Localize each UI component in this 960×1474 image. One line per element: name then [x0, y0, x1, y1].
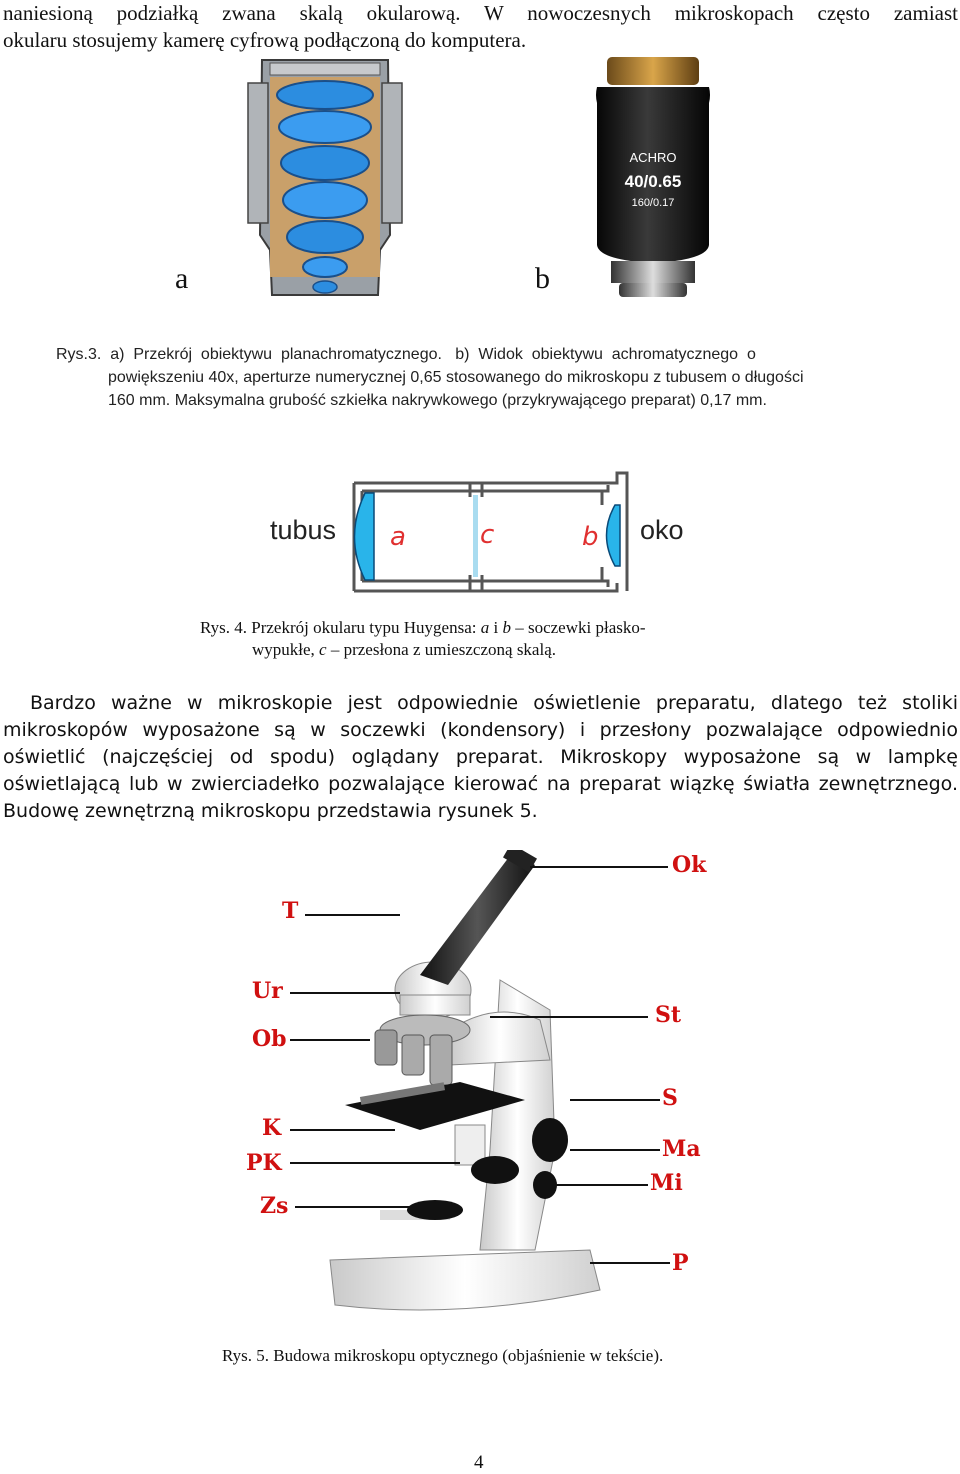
microscope-image: [250, 850, 720, 1330]
eyepiece-label-c: c: [480, 520, 495, 550]
figure4-caption: [200, 617, 760, 661]
microscope-label-p: P: [672, 1250, 689, 1276]
eyepiece-label-b: b: [582, 522, 599, 552]
microscope-label-st: St: [655, 1002, 682, 1028]
figure4-caption-text: – soczewki płasko-: [510, 618, 646, 637]
body-paragraph: [3, 690, 958, 825]
figure4-caption-line-2: [200, 639, 760, 661]
figure3-caption-line-1: Rys.3. a) Przekrój obiektywu planachromatycznego. b) Widok obiektywu achromatycznego o: [56, 346, 756, 363]
objective-text-achro: ACHRO: [629, 150, 677, 165]
microscope-label-pk: PK: [246, 1150, 282, 1176]
figure3-caption-line-2: powiększeniu 40x, aperturze numerycznej 0,65 stosowanego do mikroskopu z tubusem o długości: [108, 369, 804, 386]
objective-text-tube: 160/0.17: [631, 197, 675, 209]
figure4-caption-text: wypukłe,: [252, 640, 320, 659]
microscope-label-zs: Zs: [260, 1193, 289, 1219]
microscope-label-ma: Ma: [662, 1136, 701, 1162]
intro-text: [3, 0, 958, 54]
microscope-label-t: T: [282, 898, 299, 924]
microscope-label-mi: Mi: [650, 1170, 683, 1196]
microscope-label-ob: Ob: [252, 1026, 287, 1052]
eyepiece-label-tubus: tubus: [270, 515, 337, 545]
objective-text-magnification: 40/0.65: [624, 172, 682, 191]
figure4-caption-text: i: [489, 618, 503, 637]
microscope-label-ok: Ok: [672, 852, 707, 878]
microscope-label-k: K: [262, 1115, 282, 1141]
page-number: 4: [474, 1452, 484, 1473]
microscope-label-ur: Ur: [252, 978, 283, 1004]
intro-line-2: okularu stosujemy kamerę cyfrową podłączoną do komputera.: [3, 28, 527, 52]
figure4-caption-text: Rys. 4. Przekrój okularu typu Huygensa:: [200, 618, 481, 637]
figure3-label-b: b: [535, 262, 550, 295]
figure5-caption: Rys. 5. Budowa mikroskopu optycznego (objaśnienie w tekście).: [222, 1346, 664, 1365]
eyepiece-label-oko: oko: [640, 515, 684, 545]
figure3-caption-line-3: 160 mm. Maksymalna grubość szkiełka nakrywkowego (przykrywającego preparat) 0,17 mm.: [108, 392, 767, 409]
microscope-label-s: S: [662, 1085, 678, 1111]
objective-photo-image: [585, 55, 720, 305]
objective-cross-section-image: [240, 55, 410, 310]
figure4-caption-line-1: [200, 617, 760, 639]
figure3-caption: [56, 343, 896, 412]
figure3-label-a: a: [175, 262, 189, 295]
figure4-caption-a: a: [480, 618, 490, 637]
figure4-caption-text: – przesłona z umieszczoną skalą.: [326, 640, 556, 659]
figure4-caption-c: c: [319, 640, 327, 659]
figure4-caption-b: b: [502, 618, 511, 637]
intro-line-1: naniesioną podziałką zwana skalą okularową. W nowoczesnych mikroskopach często zamiast: [3, 1, 958, 25]
eyepiece-label-a: a: [390, 522, 406, 552]
body-paragraph-text: Bardzo ważne w mikroskopie jest odpowiednie oświetlenie preparatu, dlatego też stoliki mikroskopów wyposażone są w soczewki (kondensory) i przesłony pozwalające odpowiednio oświetlić (najczęściej od spodu) oglądany preparat. Mikroskopy wyposażone są w lampkę oświetlającą lub w zwierciadełko pozwalające kierować na preparat wiązkę światła zewnętrznego. Budowę zewnętrzną mikroskopu przedstawia rysunek 5.: [3, 692, 958, 822]
